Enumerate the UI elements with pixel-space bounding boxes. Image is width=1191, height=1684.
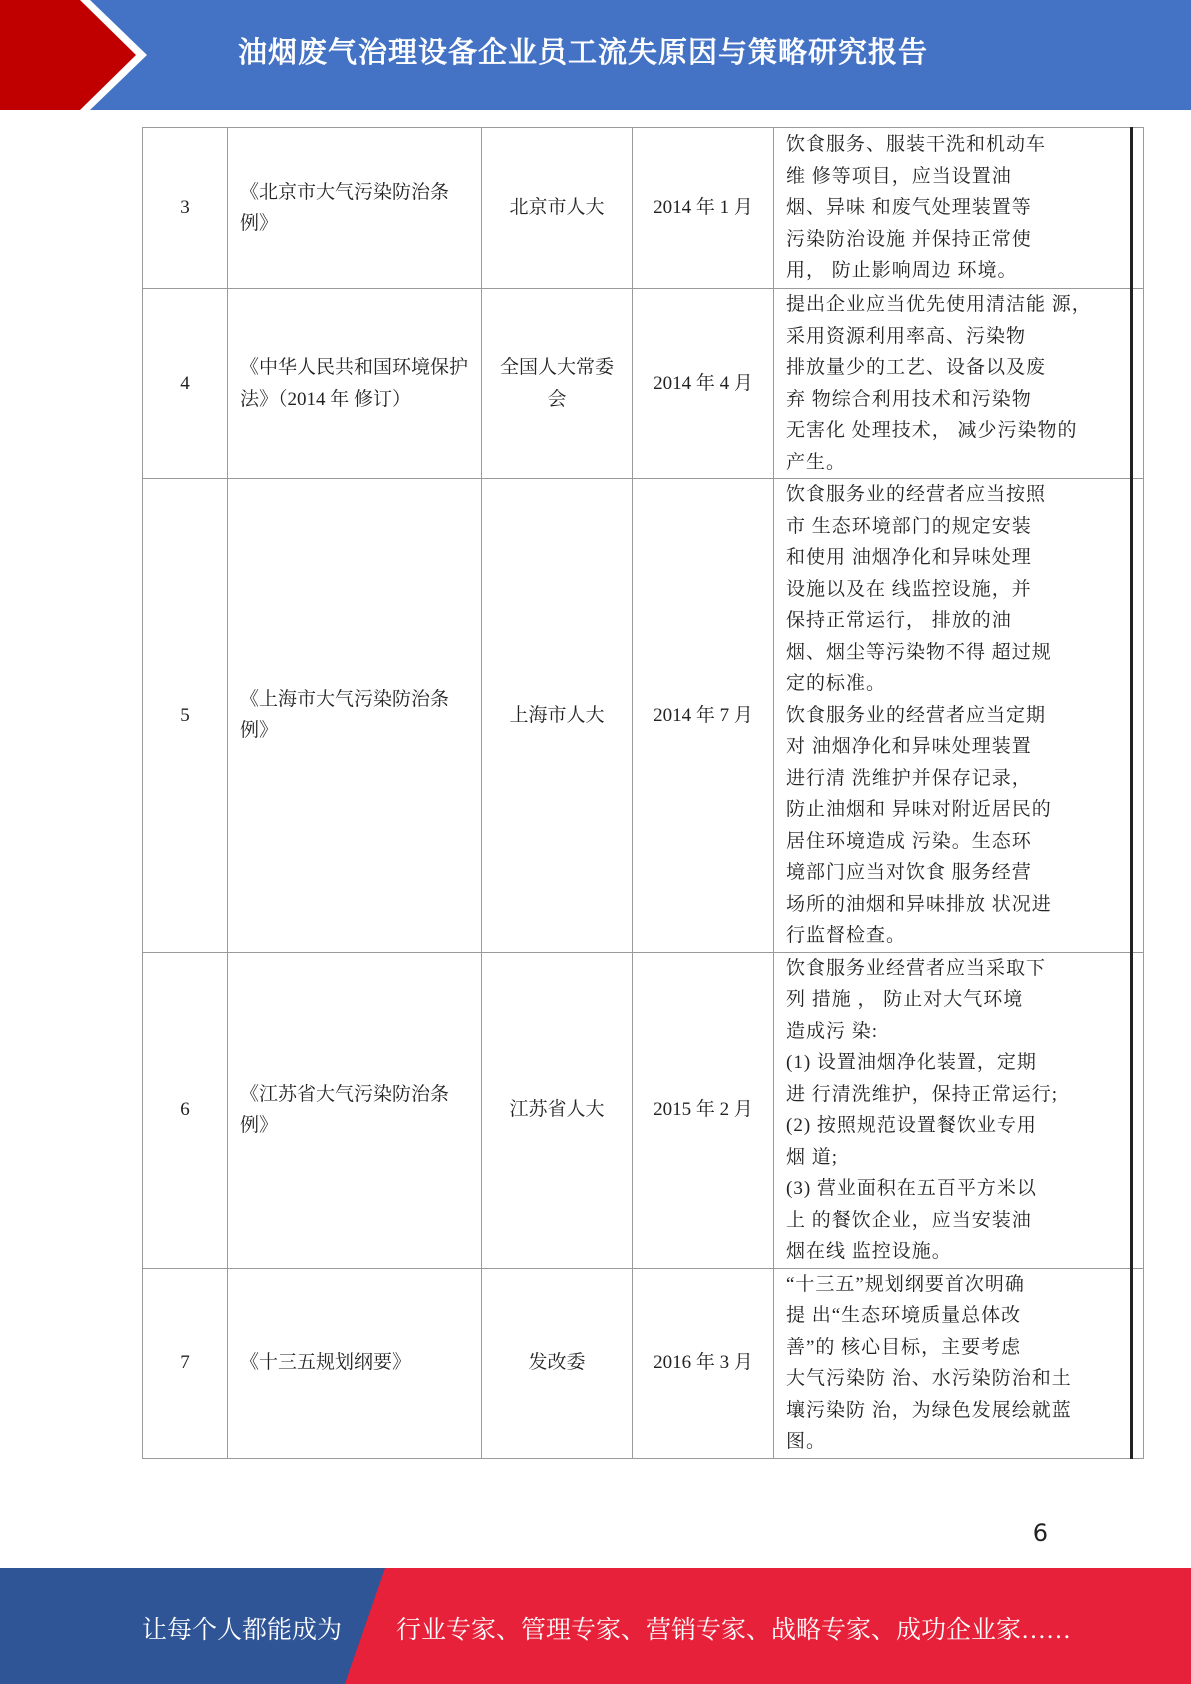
issue-date: 2014 年 1 月 <box>633 128 774 289</box>
content-line: 烟、烟尘等污染物不得 超过规 <box>786 641 1052 663</box>
table-row <box>143 1268 1144 1458</box>
footer-slogan-lead: 让每个人都能成为 <box>142 1617 343 1644</box>
regulation-name: 《中华人民共和国环境保护法》（2014 年 修订） <box>228 289 482 479</box>
content-line: (1) 设置油烟净化装置，定期 <box>786 1052 1037 1073</box>
regulation-name: 《十三五规划纲要》 <box>228 1268 482 1458</box>
content-line: 排放量少的工艺、设备以及废 <box>786 357 1047 378</box>
content-line: 居住环境造成 污染。生态环 <box>786 830 1032 852</box>
content-line: 图。 <box>786 1431 827 1452</box>
content-line: 烟在线 监控设施。 <box>786 1241 952 1262</box>
regulation-name: 《江苏省大气污染防治条例》 <box>228 952 482 1268</box>
regulation-content <box>774 289 1132 479</box>
content-line: 饮食服务业经营者应当采取下 <box>786 957 1047 979</box>
page-number: 6 <box>1032 1519 1048 1547</box>
content-line: 定的标准。 <box>786 673 887 694</box>
content-line: 饮食服务、服装干洗和机动车 <box>786 134 1047 156</box>
row-number: 4 <box>143 289 228 479</box>
issuing-body: 上海市人大 <box>482 479 633 953</box>
regulation-content <box>774 952 1132 1268</box>
issuing-body: 江苏省人大 <box>482 952 633 1268</box>
content-line: 对 油烟净化和异味处理装置 <box>786 736 1032 757</box>
content-line: 弃 物综合利用技术和污染物 <box>786 388 1032 410</box>
issue-date: 2016 年 3 月 <box>633 1268 774 1458</box>
content-line: 场所的油烟和异味排放 状况进 <box>786 893 1052 915</box>
regulation-content <box>774 1268 1132 1458</box>
content-line: 饮食服务业的经营者应当按照 <box>786 484 1047 505</box>
regulation-content <box>774 479 1132 953</box>
content-line: 进行清 洗维护并保存记录， <box>786 767 1032 789</box>
content-line: 上 的餐饮企业，应当安装油 <box>786 1209 1032 1231</box>
content-line: 饮食服务业的经营者应当定期 <box>786 704 1047 726</box>
content-line: 行监督检查。 <box>786 925 907 946</box>
table-row <box>143 952 1144 1268</box>
content-line: 烟、异味 和废气处理装置等 <box>786 197 1032 219</box>
issue-date: 2014 年 7 月 <box>633 479 774 953</box>
content-line: 维 修等项目，应当设置油 <box>786 165 1012 187</box>
issuing-body: 发改委 <box>482 1268 633 1458</box>
content-line: 烟 道; <box>786 1146 839 1168</box>
regulation-content <box>774 128 1132 289</box>
content-line: 壤污染防 治，为绿色发展绘就蓝 <box>786 1399 1072 1421</box>
content-line: 设施以及在 线监控设施，并 <box>786 578 1032 600</box>
content-line: 提 出“生态环境质量总体改 <box>786 1305 1022 1326</box>
issue-date: 2015 年 2 月 <box>633 952 774 1268</box>
content-line: 用， 防止影响周边 环境。 <box>786 260 1018 282</box>
footer-slogan-list: 行业专家、管理专家、营销专家、战略专家、成功企业家…… <box>396 1617 1072 1644</box>
content-line: 采用资源利用率高、污染物 <box>786 325 1027 347</box>
content-line: 列 措施 ， 防止对大气环境 <box>786 989 1024 1010</box>
report-title: 油烟废气治理设备企业员工流失原因与策略研究报告 <box>238 35 929 69</box>
content-line: 和使用 油烟净化和异味处理 <box>786 547 1032 568</box>
content-line: 进 行清洗维护，保持正常运行; <box>786 1083 1059 1105</box>
regulation-table <box>142 127 1144 1459</box>
table-margin-cell <box>1132 479 1144 953</box>
table-margin-cell <box>1132 1268 1144 1458</box>
issue-date: 2014 年 4 月 <box>633 289 774 479</box>
content-line: 防止油烟和 异味对附近居民的 <box>786 799 1052 820</box>
content-line: 产生。 <box>786 451 847 473</box>
row-number: 6 <box>143 952 228 1268</box>
content-line: 大气污染防 治、水污染防治和土 <box>786 1368 1072 1389</box>
content-line: 污染防治设施 并保持正常使 <box>786 228 1032 250</box>
row-number: 7 <box>143 1268 228 1458</box>
issuing-body: 全国人大常委会 <box>482 289 633 479</box>
content-line: (2) 按照规范设置餐饮业专用 <box>786 1115 1037 1136</box>
table-margin-cell <box>1132 289 1144 479</box>
content-line: 提出企业应当优先使用清洁能 源， <box>786 294 1092 315</box>
table-row <box>143 289 1144 479</box>
content-line: (3) 营业面积在五百平方米以 <box>786 1178 1037 1199</box>
page-footer <box>0 1568 1191 1684</box>
page-header <box>0 0 1191 110</box>
regulation-name: 《北京市大气污染防治条例》 <box>228 128 482 289</box>
content-line: 保持正常运行， 排放的油 <box>786 610 1012 631</box>
issuing-body: 北京市人大 <box>482 128 633 289</box>
content-line: 市 生态环境部门的规定安装 <box>786 515 1032 537</box>
content-line: 善”的 核心目标，主要考虑 <box>786 1336 1022 1358</box>
content-line: 境部门应当对饮食 服务经营 <box>786 862 1032 883</box>
content-line: 造成污 染: <box>786 1020 879 1042</box>
table-margin-cell <box>1132 128 1144 289</box>
content-line: 无害化 处理技术， 减少污染物的 <box>786 420 1078 441</box>
header-chevron-icon <box>0 0 160 110</box>
row-number: 3 <box>143 128 228 289</box>
regulation-name: 《上海市大气污染防治条例》 <box>228 479 482 953</box>
row-number: 5 <box>143 479 228 953</box>
table-row <box>143 128 1144 289</box>
table-margin-cell <box>1132 952 1144 1268</box>
content-line: “十三五”规划纲要首次明确 <box>786 1273 1025 1295</box>
table-row <box>143 479 1144 953</box>
